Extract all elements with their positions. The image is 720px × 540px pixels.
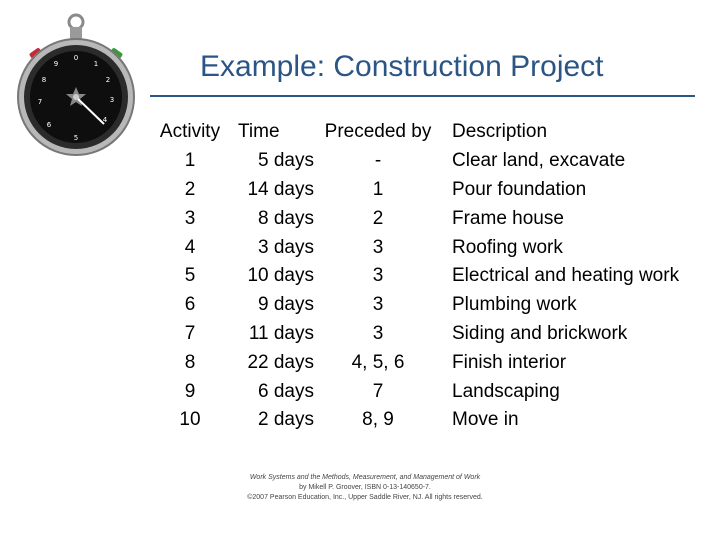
cell-preceded-by: 8, 9 [362,409,394,431]
cell-activity: 5 [184,265,196,287]
stopwatch-icon [12,12,142,157]
cell-description: Roofing work [452,236,563,258]
table-row [150,204,679,233]
header-activity: Activity [159,121,221,143]
cell-time: 8 days [258,207,314,229]
cell-activity: 8 [184,351,196,373]
cell-time: 2 days [258,409,314,431]
table-row [150,262,679,291]
cell-description: Frame house [452,207,564,229]
cell-description: Finish interior [452,351,567,373]
slide-title: Example: Construction Project [200,50,604,83]
cell-description: Pour foundation [452,178,587,200]
svg-text:7: 7 [37,98,43,106]
svg-text:9: 9 [53,60,59,68]
table-header-row [150,118,679,147]
cell-description: Plumbing work [452,294,577,316]
cell-preceded-by: 3 [372,294,384,316]
cell-description: Move in [452,409,519,431]
cell-time: 3 days [258,236,314,258]
header-time: Time [238,121,280,143]
cell-time: 10 days [247,265,314,287]
cell-activity: 2 [184,178,196,200]
footer-citation [200,473,530,503]
cell-activity: 6 [184,294,196,316]
cell-description: Clear land, excavate [452,150,626,172]
svg-text:5: 5 [73,134,79,142]
cell-description: Landscaping [452,380,560,402]
svg-text:2: 2 [105,76,111,84]
cell-activity: 9 [184,380,196,402]
cell-description: Siding and brickwork [452,322,628,344]
table-row [150,348,679,377]
cell-time: 14 days [247,178,314,200]
cell-activity: 10 [179,409,201,431]
table-row [150,320,679,349]
cell-preceded-by: 3 [372,265,384,287]
svg-text:0: 0 [73,54,79,62]
table-row [150,233,679,262]
cell-preceded-by: 3 [372,322,384,344]
table-row [150,147,679,176]
cell-activity: 7 [184,322,196,344]
cell-activity: 1 [184,150,196,172]
title-divider [150,95,695,97]
cell-preceded-by: - [374,150,382,172]
cell-time: 11 days [248,322,314,344]
cell-time: 6 days [258,380,314,402]
svg-text:4: 4 [102,116,108,124]
header-description: Description [452,121,548,143]
footer-line-1: Work Systems and the Methods, Measurement, and Management of Work [249,474,481,481]
cell-time: 5 days [258,150,314,172]
svg-text:3: 3 [109,96,115,104]
cell-activity: 4 [184,236,196,258]
cell-preceded-by: 2 [372,207,384,229]
table-row [150,291,679,320]
svg-text:1: 1 [93,60,99,68]
cell-preceded-by: 7 [372,380,384,402]
cell-preceded-by: 1 [372,178,384,200]
table-row [150,377,679,406]
footer-line-2: by Mikell P. Groover, ISBN 0-13-140650-7. [299,484,431,491]
cell-time: 9 days [258,294,314,316]
cell-preceded-by: 3 [372,236,384,258]
activity-table [150,118,679,435]
footer-line-3: ©2007 Pearson Education, Inc., Upper Saddle River, NJ. All rights reserved. [247,494,483,501]
table-row [150,406,679,435]
svg-text:6: 6 [46,121,52,129]
header-preceded-by: Preceded by [324,121,432,143]
cell-time: 22 days [247,351,314,373]
svg-text:8: 8 [41,76,47,84]
cell-activity: 3 [184,207,196,229]
cell-description: Electrical and heating work [452,265,680,287]
table-row [150,176,679,205]
cell-preceded-by: 4, 5, 6 [351,351,405,373]
